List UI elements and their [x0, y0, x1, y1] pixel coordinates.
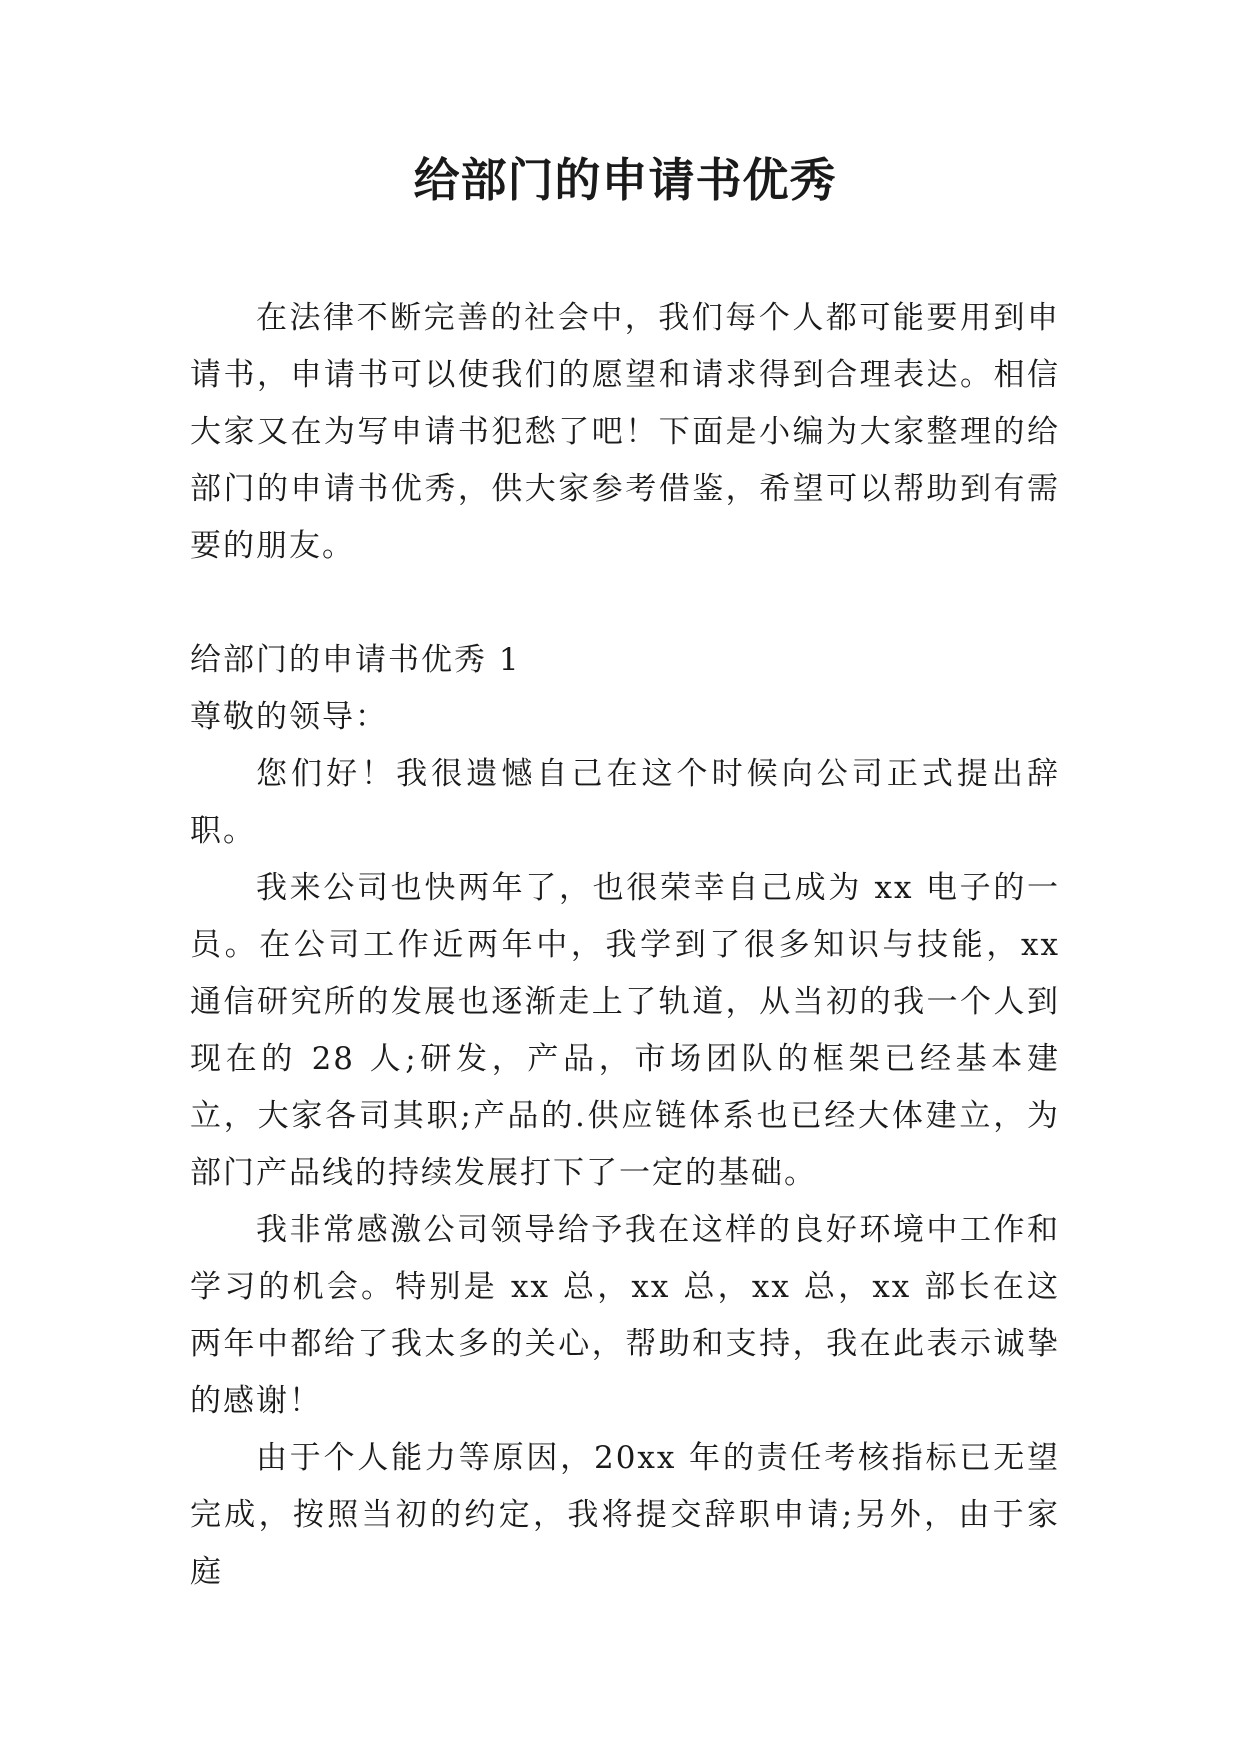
section-title: 给部门的申请书优秀 1 — [190, 642, 521, 678]
document-title: 给部门的申请书优秀 — [413, 153, 837, 207]
body-paragraph-3: 我非常感激公司领导给予我在这样的良好环境中工作和学习的机会。特别是 xx 总，xx 总，xx 总，xx 部长在这两年中都给了我太多的关心，帮助和支持，我在此表示诚挚的感谢！ — [190, 1212, 1060, 1419]
intro-paragraph: 在法律不断完善的社会中，我们每个人都可能要用到申请书，申请书可以使我们的愿望和请求得到合理表达。相信大家又在为写申请书犯愁了吧！下面是小编为大家整理的给部门的申请书优秀，供大家参考借鉴，希望可以帮助到有需要的朋友。 — [190, 300, 1060, 564]
document-body — [190, 290, 1060, 1601]
paragraph-gap — [190, 575, 1060, 632]
salutation: 尊敬的领导： — [190, 699, 388, 735]
body-paragraph-1: 您们好！我很遗憾自己在这个时候向公司正式提出辞职。 — [190, 756, 1060, 849]
body-paragraph-4: 由于个人能力等原因，20xx 年的责任考核指标已无望完成，按照当初的约定，我将提交辞职申请;另外，由于家庭 — [190, 1440, 1060, 1590]
body-paragraph-2: 我来公司也快两年了，也很荣幸自己成为 xx 电子的一员。在公司工作近两年中，我学到了很多知识与技能，xx 通信研究所的发展也逐渐走上了轨道，从当初的我一个人到现在的 28 人;研发，产品，市场团队的框架已经基本建立，大家各司其职;产品的.供应链体系也已经大体建立，为部门产品线的持续发展打下了一定的基础。 — [190, 870, 1060, 1191]
